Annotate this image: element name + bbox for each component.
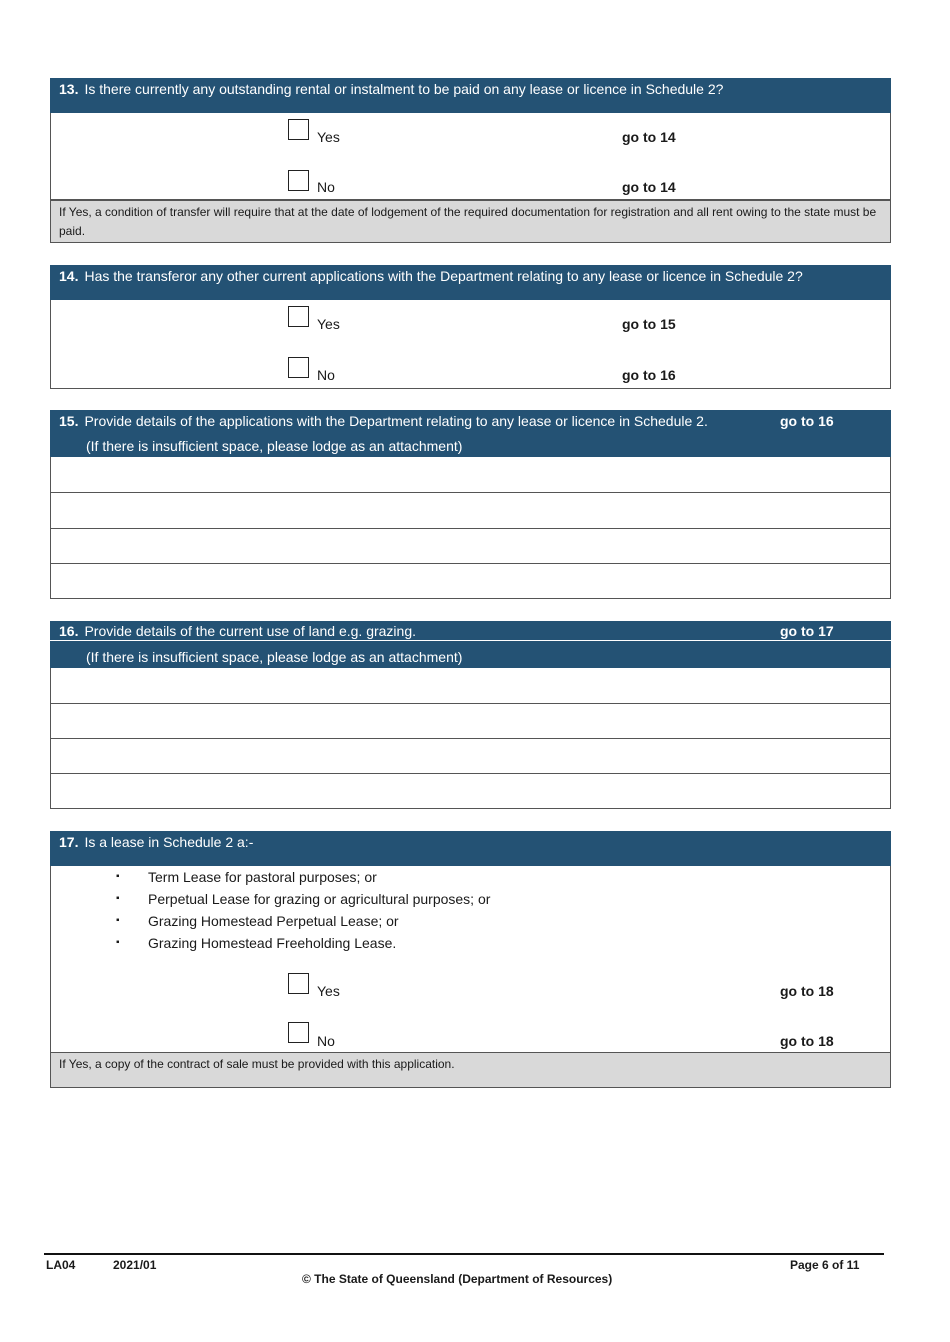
footer-copyright: © The State of Queensland (Department of Resources) bbox=[302, 1272, 613, 1286]
footer-rule bbox=[44, 1253, 884, 1255]
question-15-number: 15. bbox=[59, 413, 79, 429]
question-15-header bbox=[50, 410, 891, 457]
q17-yes-checkbox[interactable] bbox=[288, 973, 309, 994]
footer-version: 2021/01 bbox=[113, 1258, 157, 1272]
answer-line[interactable] bbox=[51, 738, 890, 774]
q14-yes-label: Yes bbox=[317, 316, 340, 332]
question-16-answer-box bbox=[50, 668, 891, 809]
question-16-section bbox=[50, 621, 891, 809]
question-13-note: If Yes, a condition of transfer will require that at the date of lodgement of the required documentation for registration and all rent owing to the state must be paid. bbox=[50, 200, 891, 243]
q14-no-label: No bbox=[317, 367, 335, 383]
question-17-header bbox=[50, 831, 891, 866]
q14-no-goto: go to 16 bbox=[622, 367, 676, 383]
question-15-goto: go to 16 bbox=[780, 413, 834, 429]
q17-yes-label: Yes bbox=[317, 983, 340, 999]
answer-line[interactable] bbox=[51, 703, 890, 739]
answer-line[interactable] bbox=[51, 493, 890, 529]
q17-yes-goto: go to 18 bbox=[780, 983, 834, 999]
answer-line[interactable] bbox=[51, 563, 890, 599]
footer-form-code: LA04 bbox=[46, 1258, 76, 1272]
question-17-options: ▪ Term Lease for pastoral purposes; or ▪ Perpetual Lease for grazing or agricultural purposes; or ▪ Grazing Homestead Perpetual Lease; or ▪ Grazing Homestead Freeholding Lease. Yes go to 18 No go to 18 bbox=[50, 866, 891, 1054]
answer-line[interactable] bbox=[51, 773, 890, 809]
q17-no-goto: go to 18 bbox=[780, 1033, 834, 1049]
question-17-section bbox=[50, 831, 891, 1088]
question-16-goto: go to 17 bbox=[780, 623, 834, 639]
answer-line[interactable] bbox=[51, 528, 890, 564]
question-15-subtext: (If there is insufficient space, please lodge as an attachment) bbox=[86, 438, 463, 454]
answer-line[interactable] bbox=[51, 457, 890, 493]
question-17-note: If Yes, a copy of the contract of sale must be provided with this application. bbox=[50, 1052, 891, 1088]
q14-yes-checkbox[interactable] bbox=[288, 306, 309, 327]
question-14-number: 14. bbox=[59, 268, 79, 284]
question-15-section bbox=[50, 410, 891, 599]
question-14-options bbox=[50, 300, 891, 389]
q14-no-checkbox[interactable] bbox=[288, 357, 309, 378]
q14-yes-goto: go to 15 bbox=[622, 316, 676, 332]
question-15-text: Provide details of the applications with the Department relating to any lease or licence in Schedule 2. bbox=[84, 413, 708, 429]
question-13-section bbox=[50, 78, 891, 243]
question-13-number: 13. bbox=[59, 81, 79, 97]
q13-no-checkbox[interactable] bbox=[288, 170, 309, 191]
question-16-subtext: (If there is insufficient space, please lodge as an attachment) bbox=[86, 649, 463, 665]
question-16-number: 16. bbox=[59, 623, 79, 639]
question-16-header bbox=[50, 621, 891, 668]
q13-yes-goto: go to 14 bbox=[622, 129, 676, 145]
q17-no-checkbox[interactable] bbox=[288, 1022, 309, 1043]
answer-line[interactable] bbox=[51, 668, 890, 704]
question-16-text: Provide details of the current use of land e.g. grazing. bbox=[84, 623, 416, 639]
question-14-header bbox=[50, 265, 891, 300]
question-14-text: Has the transferor any other current applications with the Department relating to any lease or licence in Schedule 2? bbox=[84, 268, 803, 284]
question-17-number: 17. bbox=[59, 834, 79, 850]
q13-yes-label: Yes bbox=[317, 129, 340, 145]
question-14-section bbox=[50, 265, 891, 389]
question-13-text: Is there currently any outstanding rental or instalment to be paid on any lease or licence in Schedule 2? bbox=[84, 81, 724, 97]
question-13-header bbox=[50, 78, 891, 113]
q13-no-label: No bbox=[317, 179, 335, 195]
q17-no-label: No bbox=[317, 1033, 335, 1049]
question-13-options bbox=[50, 113, 891, 200]
question-15-answer-box bbox=[50, 457, 891, 599]
q13-yes-checkbox[interactable] bbox=[288, 119, 309, 140]
q13-no-goto: go to 14 bbox=[622, 179, 676, 195]
question-17-text: Is a lease in Schedule 2 a:- bbox=[84, 834, 254, 850]
footer-page-number: Page 6 of 11 bbox=[790, 1258, 860, 1272]
